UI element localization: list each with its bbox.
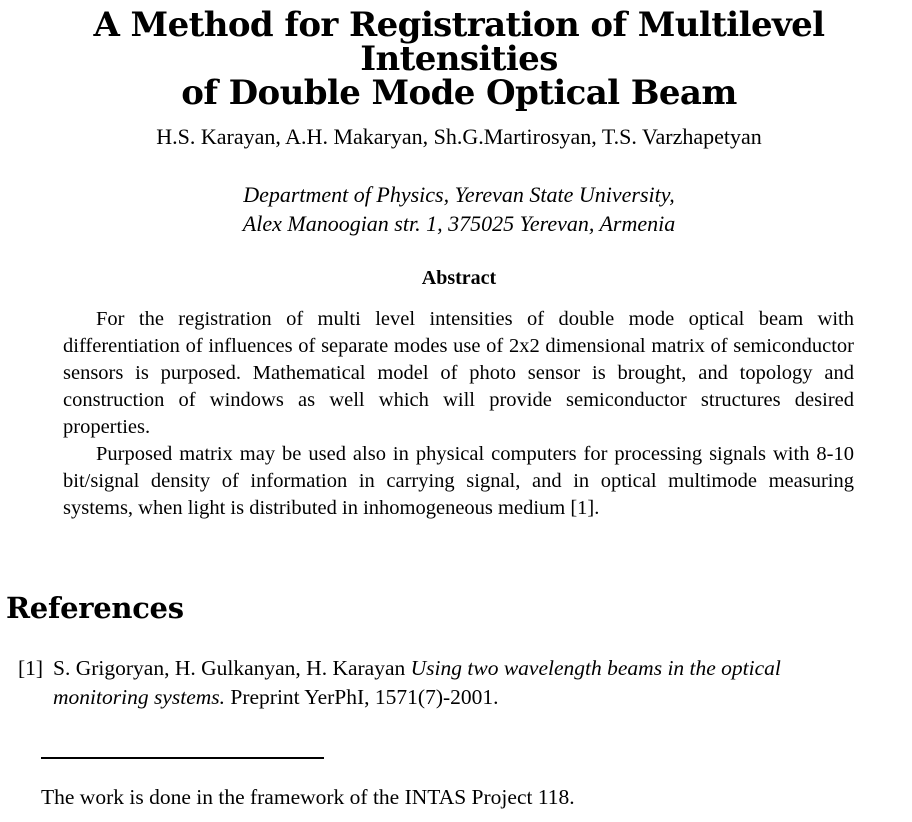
- title-line-1: A Method for Registration of Multilevel Intensities: [93, 5, 825, 79]
- reference-number: [1]: [18, 656, 44, 680]
- reference-authors: S. Grigoryan, H. Gulkanyan, H. Karayan: [53, 656, 406, 680]
- reference-text: [53, 654, 912, 712]
- affiliation-line-2: Alex Manoogian str. 1, 375025 Yerevan, Armenia: [242, 211, 676, 236]
- abstract-body: [63, 306, 854, 522]
- title-line-2: of Double Mode Optical Beam: [181, 73, 737, 113]
- affiliation: [0, 180, 912, 238]
- author-list: H.S. Karayan, A.H. Makaryan, Sh.G.Martirosyan, T.S. Varzhapetyan: [156, 124, 762, 149]
- footnote: The work is done in the framework of the INTAS Project 118.: [41, 785, 575, 809]
- reference-line-2: [53, 683, 912, 712]
- reference-source: Preprint YerPhI, 1571(7)-2001.: [230, 685, 499, 709]
- reference-title-part-1: Using two wavelength beams in the optical: [410, 656, 781, 680]
- reference-title-part-2: monitoring systems.: [53, 685, 225, 709]
- affiliation-line-1: Department of Physics, Yerevan State University,: [243, 182, 675, 207]
- abstract-paragraph-2: Purposed matrix may be used also in physical computers for processing signals with 8-10 bit/signal density of information in carrying signal, and in optical multimode measuring systems, when light is distributed in inhomogeneous medium [1].: [63, 443, 854, 519]
- reference-line-1: [53, 654, 912, 683]
- footnote-divider: [41, 757, 324, 759]
- paper-title: [0, 5, 912, 113]
- references-heading: References: [6, 591, 184, 625]
- abstract-heading: Abstract: [421, 267, 497, 289]
- abstract-paragraph-1: For the registration of multi level intensities of double mode optical beam with differentiation of influences of separate modes use of 2x2 dimensional matrix of semiconductor sensors is purposed. Mathematical model of photo sensor is brought, and topology and construction of windows as well which will provide semiconductor structures desired properties.: [63, 308, 854, 438]
